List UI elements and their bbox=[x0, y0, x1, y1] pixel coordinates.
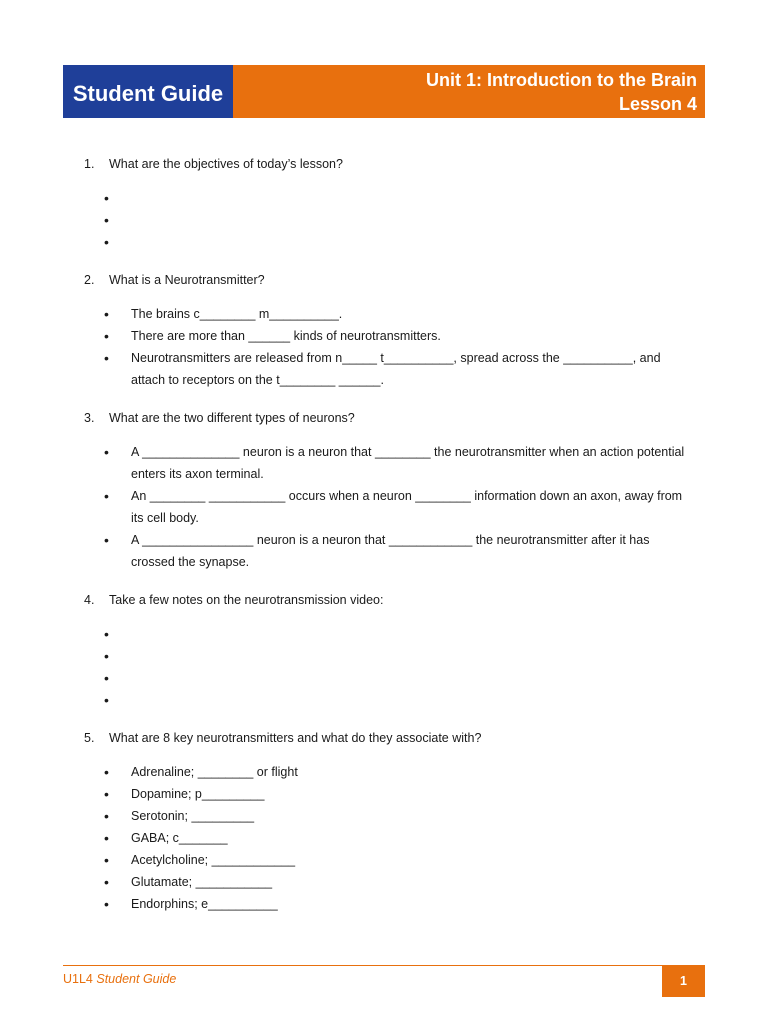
question-3 bbox=[84, 407, 704, 429]
list-item bbox=[84, 325, 704, 347]
list-item bbox=[84, 231, 704, 253]
bullet-icon: • bbox=[104, 444, 109, 460]
lesson-title: Lesson 4 bbox=[618, 93, 697, 114]
question-4 bbox=[84, 589, 704, 611]
bullet-icon: • bbox=[104, 692, 109, 708]
list-item bbox=[84, 485, 704, 529]
question-number: 5. bbox=[84, 731, 95, 745]
list-item-text: Dopamine; p_________ bbox=[131, 787, 265, 801]
list-item-text: GABA; c_______ bbox=[131, 831, 228, 845]
question-1 bbox=[84, 153, 704, 175]
question-text: What are the objectives of today’s lesson? bbox=[109, 157, 343, 171]
bullet-icon: • bbox=[104, 764, 109, 780]
list-item-text bbox=[131, 623, 704, 645]
list-item-text: Endorphins; e__________ bbox=[131, 897, 278, 911]
bullet-icon: • bbox=[104, 896, 109, 912]
list-item bbox=[84, 849, 704, 871]
question-5 bbox=[84, 727, 704, 749]
list-item-text: There are more than ______ kinds of neurotransmitters. bbox=[131, 329, 441, 343]
list-item bbox=[84, 667, 704, 689]
question-2 bbox=[84, 269, 704, 291]
question-text: What is a Neurotransmitter? bbox=[109, 273, 265, 287]
list-item-text: A ______________ neuron is a neuron that ________ the neurotransmitter when an action potential enters its axon terminal. bbox=[131, 445, 685, 481]
question-number: 1. bbox=[84, 157, 95, 171]
bullet-icon: • bbox=[104, 350, 109, 366]
question-text: Take a few notes on the neurotransmission video: bbox=[109, 593, 384, 607]
bullet-icon: • bbox=[104, 852, 109, 868]
bullet-icon: • bbox=[104, 874, 109, 890]
list-item bbox=[84, 645, 704, 667]
bullet-icon: • bbox=[104, 648, 109, 664]
page-header bbox=[63, 65, 705, 118]
list-item bbox=[84, 623, 704, 645]
question-number: 2. bbox=[84, 273, 95, 287]
list-item-text: An ________ ___________ occurs when a neuron ________ information down an axon, away from its cell body. bbox=[131, 489, 683, 525]
bullet-icon: • bbox=[104, 488, 109, 504]
list-item-text: Serotonin; _________ bbox=[131, 809, 255, 823]
page-number: 1 bbox=[662, 965, 705, 997]
list-item-text bbox=[131, 187, 704, 209]
student-guide-title: Student Guide bbox=[63, 65, 233, 118]
list-item bbox=[84, 209, 704, 231]
question-text: What are 8 key neurotransmitters and what do they associate with? bbox=[109, 731, 482, 745]
list-item bbox=[84, 827, 704, 849]
list-item bbox=[84, 187, 704, 209]
bullet-icon: • bbox=[104, 786, 109, 802]
question-number: 3. bbox=[84, 411, 95, 425]
bullet-icon: • bbox=[104, 306, 109, 322]
list-item-text: A ________________ neuron is a neuron that ____________ the neurotransmitter after it has crossed the synapse. bbox=[131, 533, 650, 569]
answer-list bbox=[84, 623, 704, 711]
list-item bbox=[84, 871, 704, 893]
list-item-text: Neurotransmitters are released from n_____ t__________, spread across the __________, and attach to receptors on the t________ ______. bbox=[131, 351, 661, 387]
bullet-icon: • bbox=[104, 212, 109, 228]
list-item-text bbox=[131, 667, 704, 689]
answer-list bbox=[84, 761, 704, 915]
list-item-text bbox=[131, 209, 704, 231]
list-item-text bbox=[131, 689, 704, 711]
list-item-text bbox=[131, 231, 704, 253]
footer-divider bbox=[63, 965, 705, 966]
unit-lesson-banner bbox=[233, 65, 705, 118]
footer-code: U1L4 bbox=[63, 972, 93, 986]
bullet-icon: • bbox=[104, 626, 109, 642]
worksheet-content bbox=[84, 153, 704, 931]
bullet-icon: • bbox=[104, 190, 109, 206]
bullet-icon: • bbox=[104, 830, 109, 846]
list-item bbox=[84, 689, 704, 711]
list-item bbox=[84, 893, 704, 915]
list-item bbox=[84, 347, 704, 391]
unit-title: Unit 1: Introduction to the Brain bbox=[426, 69, 697, 90]
answer-list bbox=[84, 187, 704, 253]
list-item bbox=[84, 303, 704, 325]
bullet-icon: • bbox=[104, 234, 109, 250]
bullet-icon: • bbox=[104, 328, 109, 344]
list-item-text: The brains c________ m__________. bbox=[131, 307, 343, 321]
bullet-icon: • bbox=[104, 670, 109, 686]
list-item-text bbox=[131, 645, 704, 667]
list-item-text: Acetylcholine; ____________ bbox=[131, 853, 296, 867]
list-item-text: Glutamate; ___________ bbox=[131, 875, 273, 889]
list-item bbox=[84, 529, 704, 573]
list-item bbox=[84, 441, 704, 485]
answer-list bbox=[84, 303, 704, 391]
bullet-icon: • bbox=[104, 808, 109, 824]
answer-list bbox=[84, 441, 704, 573]
list-item bbox=[84, 761, 704, 783]
footer-label bbox=[63, 972, 176, 986]
footer-guide-label: Student Guide bbox=[96, 972, 177, 986]
question-number: 4. bbox=[84, 593, 95, 607]
list-item bbox=[84, 805, 704, 827]
list-item bbox=[84, 783, 704, 805]
list-item-text: Adrenaline; ________ or flight bbox=[131, 765, 298, 779]
bullet-icon: • bbox=[104, 532, 109, 548]
question-text: What are the two different types of neurons? bbox=[109, 411, 355, 425]
